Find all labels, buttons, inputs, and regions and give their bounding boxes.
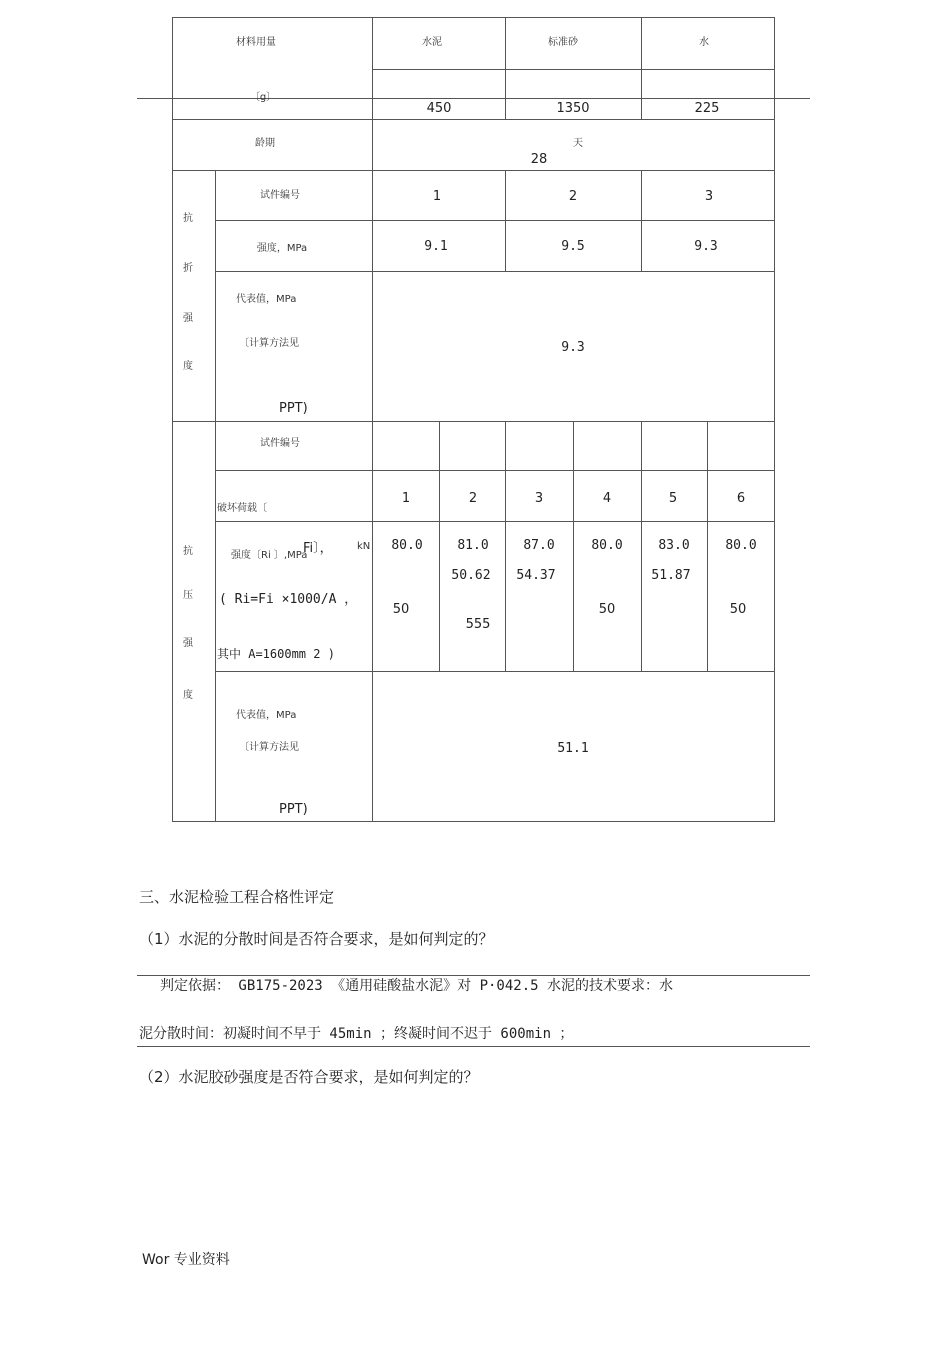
compressive-load-value: 80.0 [725, 538, 757, 553]
compressive-formula: ( Ri=Fi ×1000/A ， [219, 592, 358, 607]
compressive-load-unit: Fi〕， [303, 541, 333, 556]
compressive-rep-label: 代表值，MPa [236, 710, 297, 721]
flexural-side-char: 度 [183, 361, 193, 372]
compressive-specimen-number: 3 [534, 491, 544, 506]
compressive-specimen-number: 6 [736, 491, 746, 506]
compressive-strength-value: 50 [598, 602, 616, 617]
value-water: 225 [694, 101, 720, 116]
compressive-load-value: 87.0 [523, 538, 555, 553]
compressive-side-char: 强 [183, 638, 193, 649]
compressive-strength-value: 50 [729, 602, 747, 617]
compressive-load-value: 81.0 [457, 538, 489, 553]
compressive-load-value: 80.0 [391, 538, 423, 553]
flexural-rep-label: 代表值，MPa [236, 294, 297, 305]
compressive-side-char: 抗 [183, 546, 193, 557]
compressive-rep-value: 51.1 [557, 741, 589, 756]
basis-line-2: 泥分散时间：初凝时间不早于 45min ；终凝时间不迟于 600min ； [139, 1026, 574, 1042]
flexural-rep-method: 〔计算方法见 [239, 338, 299, 349]
compressive-load-value: 80.0 [591, 538, 623, 553]
value-sand: 1350 [556, 101, 590, 116]
section-heading: 三、水泥检验工程合格性评定 [139, 888, 335, 906]
header-water: 水 [699, 37, 709, 48]
compressive-specimen-number: 2 [468, 491, 478, 506]
age-value: 28 [530, 152, 548, 167]
flexural-strength-value: 9.5 [561, 239, 585, 254]
compressive-strength-label: 强度〔Ri 〕,MPa [231, 550, 308, 561]
flexural-specimen-number: 1 [432, 189, 442, 204]
compressive-strength-value: 50 [392, 602, 410, 617]
flexural-specimen-number: 3 [704, 189, 714, 204]
compressive-specimen-number: 4 [602, 491, 612, 506]
flexural-side-char: 折 [183, 263, 193, 274]
age-unit: 天 [573, 138, 583, 149]
header-sand: 标准砂 [548, 37, 578, 48]
compressive-rep-ppt: PPT) [279, 802, 308, 817]
compressive-specimen-number: 1 [401, 491, 411, 506]
flexural-rep-ppt: PPT) [279, 401, 308, 416]
header-cement: 水泥 [422, 37, 442, 48]
compressive-strength-extra: 555 [465, 617, 491, 632]
compressive-strength-value: 50.62 [451, 568, 491, 583]
materials-label: 材料用量 [236, 37, 276, 48]
question-2: （2）水泥胶砂强度是否符合要求，是如何判定的？ [139, 1068, 479, 1086]
compressive-rep-method: 〔计算方法见 [239, 742, 299, 753]
flexural-specimen-label: 试件编号 [260, 190, 300, 201]
compressive-side-char: 度 [183, 690, 193, 701]
flexural-strength-value: 9.3 [694, 239, 718, 254]
flexural-rep-value: 9.3 [561, 340, 585, 355]
compressive-side-char: 压 [183, 590, 193, 601]
compressive-specimen-label: 试件编号 [260, 438, 300, 449]
age-label: 龄期 [255, 138, 275, 149]
compressive-strength-value: 54.37 [516, 568, 556, 583]
footer-text: Wor 专业资料 [142, 1252, 230, 1268]
compressive-load-value: 83.0 [658, 538, 690, 553]
flexural-strength-value: 9.1 [424, 239, 448, 254]
flexural-specimen-number: 2 [568, 189, 578, 204]
compressive-strength-value: 51.87 [651, 568, 691, 583]
materials-unit: 〔g〕 [249, 92, 277, 103]
compressive-specimen-number: 5 [668, 491, 678, 506]
compressive-formula-note: 其中 A=1600mm 2 ) [217, 647, 335, 661]
basis-line-1: 判定依据： GB175-2023 《通用硅酸盐水泥》对 P·042.5 水泥的技术要求：水 [160, 978, 674, 994]
flexural-strength-label: 强度，MPa [256, 243, 308, 254]
compressive-load-label: 破坏荷载〔 [217, 503, 267, 514]
flexural-side-char: 强 [183, 313, 193, 324]
value-cement: 450 [426, 101, 452, 116]
compressive-load-kn: kN [357, 541, 371, 552]
flexural-side-char: 抗 [183, 213, 193, 224]
question-1: （1）水泥的分散时间是否符合要求，是如何判定的？ [139, 930, 494, 948]
